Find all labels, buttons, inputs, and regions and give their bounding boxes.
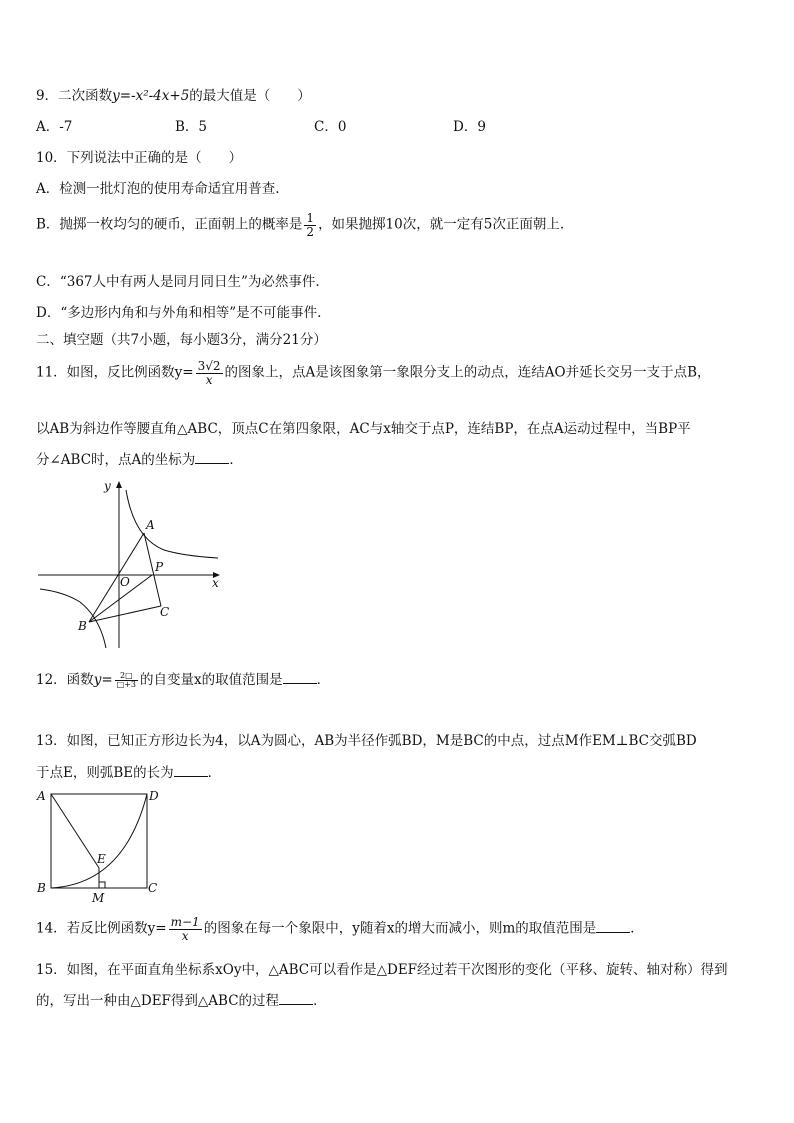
q15-line-2 — [36, 989, 327, 1009]
q11-line-1 — [36, 360, 711, 386]
answer-blank — [596, 920, 630, 933]
right-angle-mark — [99, 882, 105, 888]
fraction-denominator: □+3 — [116, 680, 136, 689]
y-axis-arrow-icon — [116, 481, 122, 488]
q12-prefix: 12．函数 — [36, 672, 94, 688]
q11-prefix: 11．如图，反比例函数y= — [36, 364, 194, 381]
q14-fraction — [169, 916, 202, 942]
q12-suffix: 的自变量x的取值范围是 — [140, 672, 283, 688]
answer-blank — [283, 671, 317, 684]
q10-option-b-prefix: B．抛掷一枚均匀的硬币，正面朝上的概率是 — [36, 216, 303, 233]
q9-stem-prefix: 9．二次函数 — [36, 88, 113, 104]
q13-line-2-end: ． — [207, 765, 222, 781]
fraction-numerator: 3√2 — [197, 359, 221, 373]
hyperbola-branch-q1 — [126, 490, 218, 558]
q13-line-1: 13．如图，已知正方形边长为4，以A为圆心，AB为半径作弧BD，M是BC的中点，过点M作EM⊥BC交弧BD — [36, 733, 697, 749]
fraction-numerator: 2□ — [115, 672, 138, 681]
q10-option-b-suffix: ，如果抛掷10次，就一定有5次正面朝上. — [318, 216, 565, 233]
q15-line-1: 15．如图，在平面直角坐标系xOy中，△ABC可以看作是△DEF经过若干次图形的变化（平移、旋转、轴对称）得到 — [36, 962, 728, 978]
answer-blank — [195, 451, 229, 464]
fraction-denominator: 2 — [306, 224, 315, 239]
q9-option-a: A．-7 — [36, 119, 73, 135]
fraction-numerator: m−1 — [170, 915, 200, 929]
q13-line-2-text: 于点E，则弧BE的长为 — [36, 765, 174, 781]
q9-formula: y=-x²-4x+5 — [112, 88, 190, 104]
label-y: y — [104, 479, 111, 493]
hyperbola-branch-q3 — [40, 589, 106, 648]
q9-stem-suffix: 的最大值是（ ） — [189, 88, 311, 104]
q12-fraction — [115, 672, 138, 690]
q12-y: y= — [93, 672, 113, 688]
q11-figure — [34, 478, 224, 650]
q10-option-c: C．“367人中有两人是同月同日生”为必然事件. — [36, 274, 320, 290]
q11-line-2: 以AB为斜边作等腰直角△ABC，顶点C在第四象限，AC与x轴交于点P，连结BP，在点A运动过程中，当BP平 — [36, 421, 691, 437]
q11-suffix: 的图象上，点A是该图象第一象限分支上的动点，连结AO并延长交另一支于点B， — [224, 364, 711, 381]
q10-stem: 10．下列说法中正确的是（ ） — [36, 150, 243, 166]
q11-line-3-text: 分∠ABC时，点A的坐标为 — [36, 452, 196, 468]
q11-line-3-end: ． — [229, 452, 243, 468]
label-e: E — [97, 852, 106, 866]
q9-option-c: C．0 — [314, 119, 347, 135]
fraction-numerator: 1 — [306, 211, 315, 225]
segment-ae — [51, 794, 99, 868]
q9-option-b: B．5 — [175, 119, 208, 135]
label-b: B — [78, 619, 87, 633]
label-b: B — [37, 881, 46, 895]
answer-blank — [174, 764, 208, 777]
q9-stem — [36, 84, 311, 104]
q9-option-d: D．9 — [453, 119, 486, 135]
q15-line-2-text: 的，写出一种由△DEF得到△ABC的过程 — [36, 993, 280, 1009]
q14-end: ． — [630, 920, 644, 937]
segment-ab — [89, 533, 144, 622]
label-x: x — [212, 576, 219, 590]
q10-option-a: A．检测一批灯泡的使用寿命适宜用普查. — [36, 181, 280, 197]
q14-line — [36, 916, 644, 942]
q14-suffix: 的图象在每一个象限中，y随着x的增大而减小，则m的取值范围是 — [203, 920, 597, 937]
label-a: A — [146, 518, 155, 532]
section-heading-fill-in: 二、填空题（共7小题，每小题3分，满分21分） — [36, 332, 327, 348]
q11-fraction — [196, 360, 223, 386]
label-c: C — [148, 881, 158, 895]
q12-line — [36, 668, 330, 689]
fraction-denominator: x — [205, 372, 213, 387]
q13-line-2 — [36, 761, 221, 781]
q12-end: ． — [316, 672, 331, 688]
q10-fraction — [304, 212, 316, 238]
label-a: A — [37, 789, 46, 803]
label-c: C — [160, 605, 170, 619]
label-d: D — [149, 789, 159, 803]
q10-option-b — [36, 212, 564, 238]
label-p: P — [155, 560, 164, 574]
q10-option-d: D．“多边形内角和与外角和相等”是不可能事件. — [36, 305, 322, 321]
label-o: O — [120, 575, 130, 589]
q11-line-3 — [36, 448, 243, 468]
answer-blank — [279, 992, 313, 1005]
label-m: M — [92, 891, 105, 904]
fraction-denominator: x — [181, 928, 189, 943]
q14-prefix: 14．若反比例函数y= — [36, 920, 167, 937]
q13-figure — [34, 786, 164, 904]
q15-line-2-end: ． — [313, 993, 327, 1009]
